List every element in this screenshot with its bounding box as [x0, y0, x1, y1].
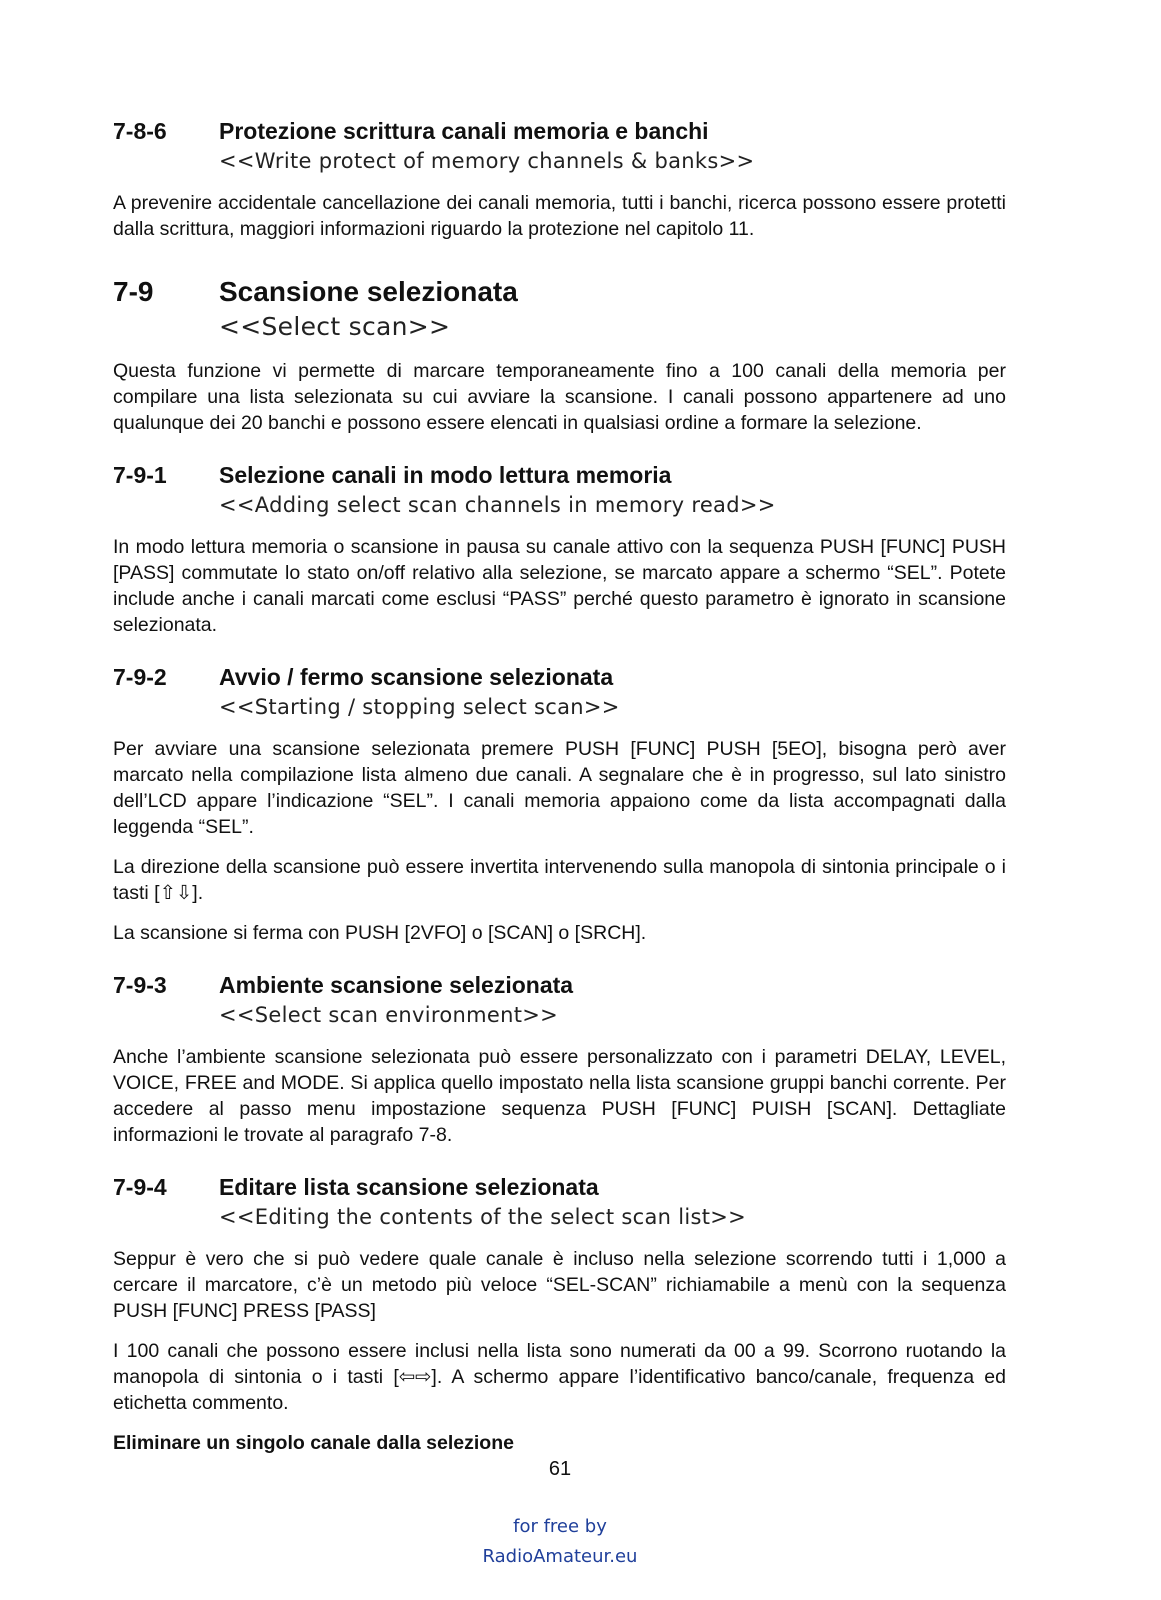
section-subtitle: <<Select scan>> [219, 312, 451, 341]
paragraph: Per avviare una scansione selezionata premere PUSH [FUNC] PUSH [5EO], bisogna però aver marcato nella compilazione lista almeno due canali. A segnalare che è in progresso, sul lato sinistro dell’LCD appare l’indicazione “SEL”. I canali memoria appaiono come da lista accompagnati dalla leggenda “SEL”. [113, 738, 1006, 838]
section-heading [113, 970, 1006, 1030]
section-title: Editare lista scansione selezionata [219, 1174, 599, 1200]
paragraph: La direzione della scansione può essere invertita intervenendo sulla manopola di sintonia principale o i tasti [⇧⇩]. [113, 856, 1006, 904]
section-number: 7-9-1 [113, 462, 167, 488]
paragraph: Anche l’ambiente scansione selezionata può essere personalizzato con i parametri DELAY, LEVEL, VOICE, FREE and MODE. Si applica quello impostato nella lista scansione gruppi banchi corrente. Per accedere al passo menu impostazione sequenza PUSH [FUNC] PUISH [SCAN]. Dettagliate informazioni le trovate al paragrafo 7-8. [113, 1046, 1006, 1146]
section-heading [113, 274, 1006, 344]
section-number: 7-9 [113, 276, 154, 307]
section-number: 7-9-3 [113, 972, 167, 998]
section-number: 7-8-6 [113, 118, 167, 144]
section-subtitle: <<Write protect of memory channels & banks>> [219, 149, 755, 173]
section-subtitle: <<Editing the contents of the select scan list>> [219, 1205, 747, 1229]
paragraph: La scansione si ferma con PUSH [2VFO] o [SCAN] o [SRCH]. [113, 922, 647, 944]
paragraph: In modo lettura memoria o scansione in pausa su canale attivo con la sequenza PUSH [FUNC] PUSH [PASS] commutate lo stato on/off relativo alla selezione, se marcato appare a schermo “SEL”. Potete include anche i canali marcati come esclusi “PASS” perché questo parametro è ignorato in scansione selezionata. [113, 536, 1006, 636]
section-title: Protezione scrittura canali memoria e banchi [219, 118, 709, 144]
paragraph: Seppur è vero che si può vedere quale canale è incluso nella selezione scorrendo tutti i 1,000 a cercare il marcatore, c’è un metodo più veloce “SEL-SCAN” richiamabile a menù con la sequenza PUSH [FUNC] PRESS [PASS] [113, 1248, 1006, 1322]
paragraph: I 100 canali che possono essere inclusi nella lista sono numerati da 00 a 99. Scorrono ruotando la manopola di sintonia o i tasti [⇦⇨]. A schermo appare l’identificativo banco/canale, frequenza ed etichetta commento. [113, 1340, 1006, 1414]
section-title: Avvio / fermo scansione selezionata [219, 664, 614, 690]
footer-line-1: for free by [513, 1516, 607, 1537]
footer-watermark [0, 1512, 1120, 1572]
page-content [113, 116, 1006, 1456]
section-subtitle: <<Starting / stopping select scan>> [219, 695, 620, 719]
paragraph: Questa funzione vi permette di marcare temporaneamente fino a 100 canali della memoria per compilare una lista selezionata su cui avviare la scansione. I canali possono appartenere ad uno qualunque dei 20 banchi e possono essere elencati in qualsiasi ordine a formare la selezione. [113, 360, 1006, 434]
section-title: Ambiente scansione selezionata [219, 972, 574, 998]
section-title: Scansione selezionata [219, 276, 518, 307]
section-heading [113, 460, 1006, 520]
section-title: Selezione canali in modo lettura memoria [219, 462, 672, 488]
section-heading [113, 662, 1006, 722]
paragraph: A prevenire accidentale cancellazione dei canali memoria, tutti i banchi, ricerca possono essere protetti dalla scrittura, maggiori informazioni riguardo la protezione nel capitolo 11. [113, 192, 1006, 240]
section-subtitle: <<Select scan environment>> [219, 1003, 559, 1027]
section-heading [113, 116, 1006, 176]
section-number: 7-9-4 [113, 1174, 167, 1200]
footer-line-2: RadioAmateur.eu [482, 1546, 638, 1567]
section-subtitle: <<Adding select scan channels in memory read>> [219, 493, 776, 517]
section-heading [113, 1172, 1006, 1232]
page-number: 61 [548, 1458, 572, 1480]
bold-subheading: Eliminare un singolo canale dalla selezione [113, 1432, 514, 1454]
section-number: 7-9-2 [113, 664, 167, 690]
